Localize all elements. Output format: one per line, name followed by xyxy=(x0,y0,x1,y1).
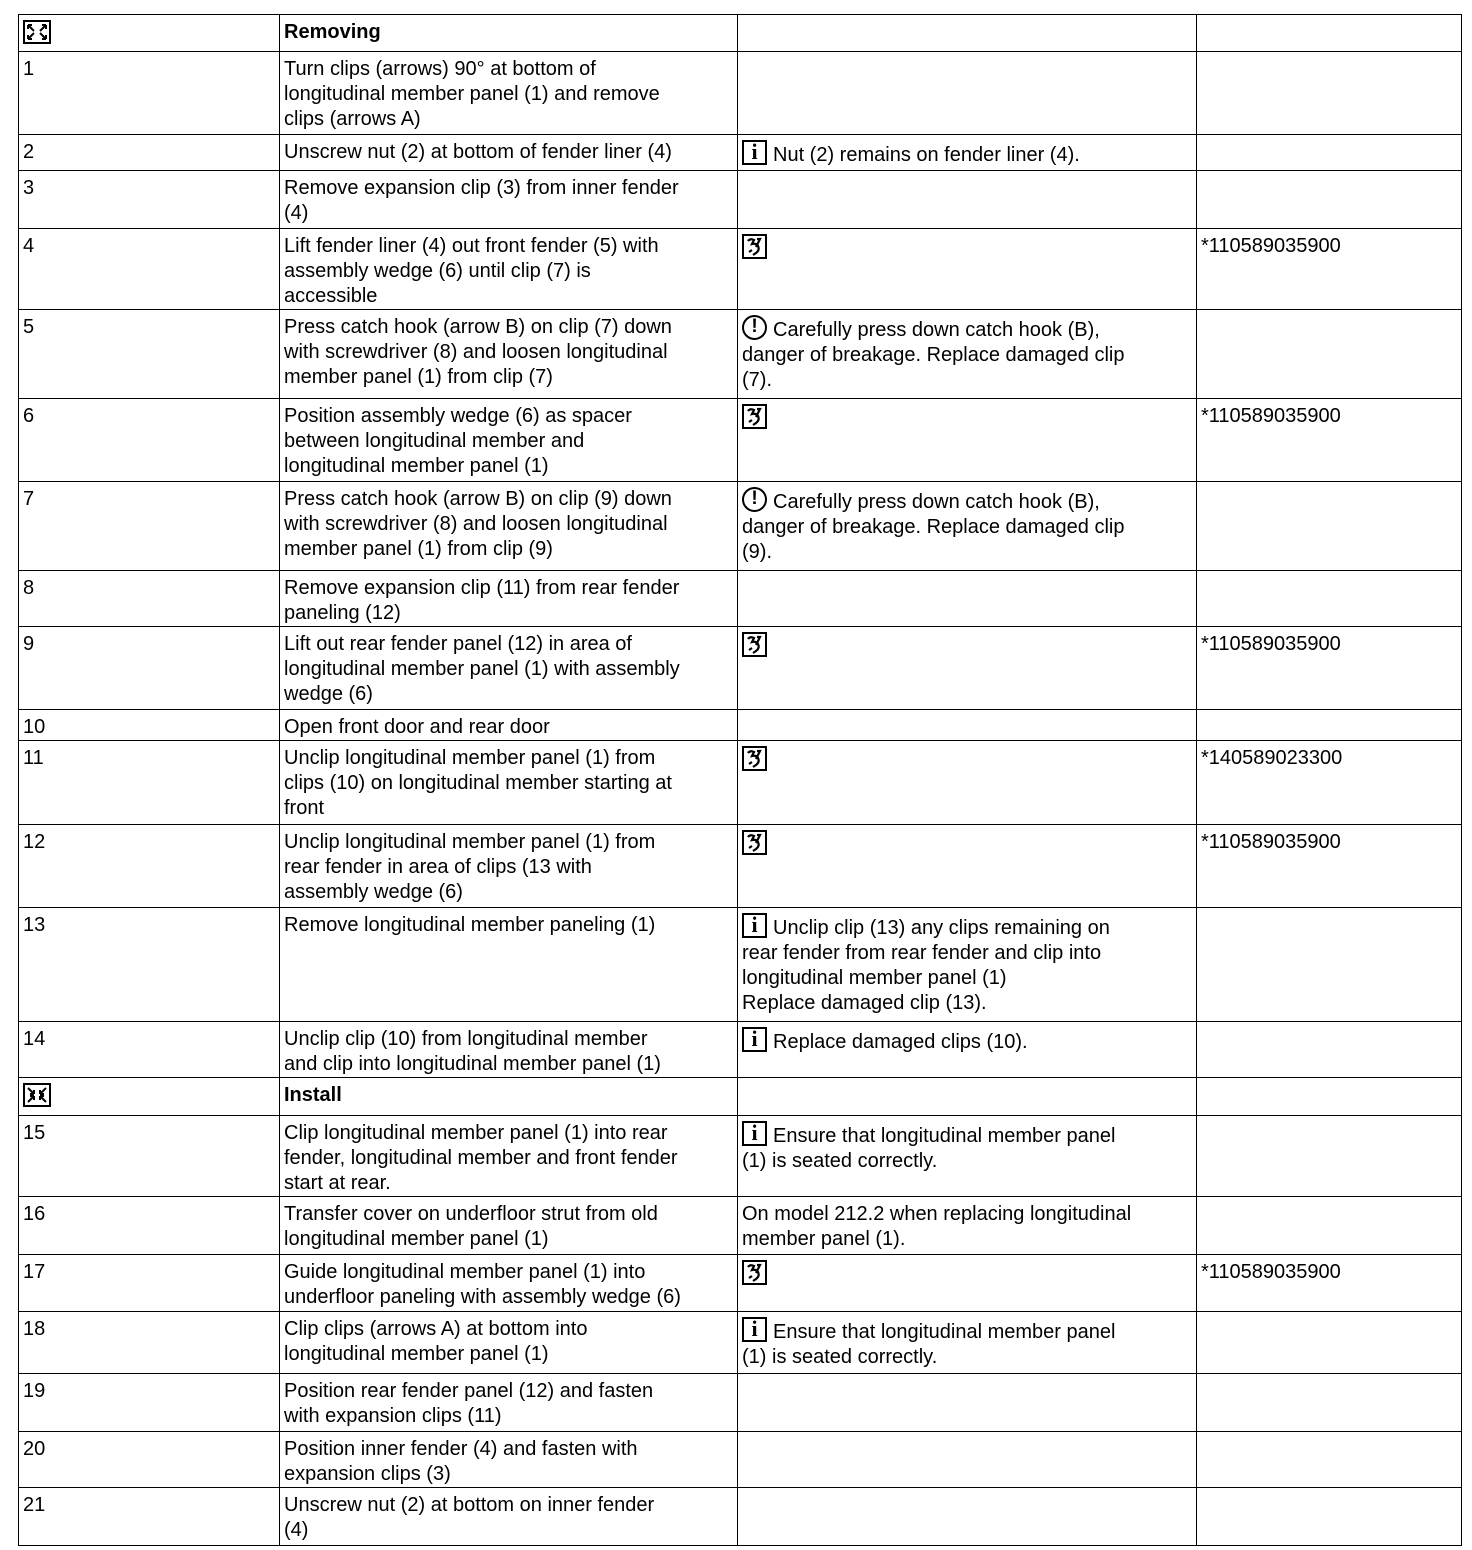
step-note-cell xyxy=(738,171,1197,229)
info-icon xyxy=(742,1317,767,1342)
step-note-cell xyxy=(738,741,1197,825)
step-note-cell xyxy=(738,571,1197,627)
step-number: 5 xyxy=(19,310,280,399)
step-instruction: Turn clips (arrows) 90° at bottom of longitudinal member panel (1) and remove clips (arrows A) xyxy=(280,52,738,135)
table-row xyxy=(19,1116,1462,1197)
step-instruction: Transfer cover on underfloor strut from old longitudinal member panel (1) xyxy=(280,1197,738,1255)
step-number: 21 xyxy=(19,1488,280,1546)
info-icon xyxy=(742,140,767,165)
step-note-cell xyxy=(738,135,1197,171)
step-note: Unclip clip (13) any clips remaining on rear fender from rear fender and clip into longitudinal member panel (1) Replace damaged clip (13). xyxy=(742,917,1110,1014)
table-row xyxy=(19,482,1462,571)
step-number: 1 xyxy=(19,52,280,135)
tool-part-number xyxy=(1197,52,1462,135)
step-instruction: Guide longitudinal member panel (1) into underfloor paneling with assembly wedge (6) xyxy=(280,1255,738,1312)
tool-part-number xyxy=(1197,571,1462,627)
table-row xyxy=(19,1488,1462,1546)
table-row xyxy=(19,135,1462,171)
section-title: Removing xyxy=(280,15,738,52)
step-instruction: Press catch hook (arrow B) on clip (7) down with screwdriver (8) and loosen longitudinal member panel (1) from clip (7) xyxy=(280,310,738,399)
table-row xyxy=(19,1255,1462,1312)
step-instruction: Position rear fender panel (12) and fasten with expansion clips (11) xyxy=(280,1374,738,1432)
step-note-cell xyxy=(738,825,1197,908)
tool-icon xyxy=(742,632,767,657)
table-row xyxy=(19,1312,1462,1374)
tool-part-number: *140589023300 xyxy=(1197,741,1462,825)
step-instruction: Unscrew nut (2) at bottom of fender liner (4) xyxy=(280,135,738,171)
tool-part-number xyxy=(1197,1488,1462,1546)
step-note-cell xyxy=(738,52,1197,135)
step-number: 15 xyxy=(19,1116,280,1197)
step-instruction: Position assembly wedge (6) as spacer between longitudinal member and longitudinal member panel (1) xyxy=(280,399,738,482)
tool-part-number: *110589035900 xyxy=(1197,399,1462,482)
section-icon-cell xyxy=(19,1078,280,1116)
empty-cell xyxy=(1197,15,1462,52)
tool-part-number xyxy=(1197,710,1462,741)
tool-part-number xyxy=(1197,482,1462,571)
step-instruction: Lift out rear fender panel (12) in area of longitudinal member panel (1) with assembly wedge (6) xyxy=(280,627,738,710)
step-number: 3 xyxy=(19,171,280,229)
step-note-cell xyxy=(738,710,1197,741)
step-instruction: Lift fender liner (4) out front fender (5) with assembly wedge (6) until clip (7) is accessible xyxy=(280,229,738,310)
info-icon xyxy=(742,913,767,938)
table-row xyxy=(19,1022,1462,1078)
warning-icon xyxy=(742,315,767,340)
step-number: 9 xyxy=(19,627,280,710)
table-row xyxy=(19,1197,1462,1255)
table-row xyxy=(19,571,1462,627)
table-row xyxy=(19,825,1462,908)
step-note-cell xyxy=(738,1116,1197,1197)
tool-part-number xyxy=(1197,135,1462,171)
step-instruction: Remove expansion clip (11) from rear fender paneling (12) xyxy=(280,571,738,627)
tool-part-number: *110589035900 xyxy=(1197,229,1462,310)
tool-part-number xyxy=(1197,1197,1462,1255)
step-instruction: Unscrew nut (2) at bottom on inner fender (4) xyxy=(280,1488,738,1546)
install-icon xyxy=(23,1083,51,1107)
table-row xyxy=(19,52,1462,135)
tool-part-number xyxy=(1197,310,1462,399)
tool-part-number xyxy=(1197,1022,1462,1078)
step-note-cell xyxy=(738,1312,1197,1374)
empty-cell xyxy=(1197,1078,1462,1116)
tool-icon xyxy=(742,1260,767,1285)
table-row xyxy=(19,741,1462,825)
step-number: 16 xyxy=(19,1197,280,1255)
step-instruction: Remove longitudinal member paneling (1) xyxy=(280,908,738,1022)
step-number: 10 xyxy=(19,710,280,741)
step-note-cell xyxy=(738,1255,1197,1312)
table-row xyxy=(19,1374,1462,1432)
table-row xyxy=(19,229,1462,310)
step-note-cell xyxy=(738,1488,1197,1546)
tool-part-number: *110589035900 xyxy=(1197,1255,1462,1312)
step-note-cell xyxy=(738,482,1197,571)
section-header-install xyxy=(19,1078,1462,1116)
step-number: 13 xyxy=(19,908,280,1022)
step-instruction: Remove expansion clip (3) from inner fender (4) xyxy=(280,171,738,229)
tool-part-number xyxy=(1197,1116,1462,1197)
step-note-cell xyxy=(738,908,1197,1022)
step-note-cell xyxy=(738,1022,1197,1078)
step-instruction: Press catch hook (arrow B) on clip (9) down with screwdriver (8) and loosen longitudinal member panel (1) from clip (9) xyxy=(280,482,738,571)
info-icon xyxy=(742,1121,767,1146)
empty-cell xyxy=(738,15,1197,52)
step-instruction: Clip longitudinal member panel (1) into rear fender, longitudinal member and front fender start at rear. xyxy=(280,1116,738,1197)
step-note: Ensure that longitudinal member panel (1) is seated correctly. xyxy=(742,1125,1116,1172)
section-title: Install xyxy=(280,1078,738,1116)
table-row xyxy=(19,908,1462,1022)
tool-part-number xyxy=(1197,1374,1462,1432)
step-note-cell xyxy=(738,399,1197,482)
step-note: Nut (2) remains on fender liner (4). xyxy=(773,144,1080,166)
step-note-cell xyxy=(738,229,1197,310)
table-row xyxy=(19,399,1462,482)
tool-icon xyxy=(742,404,767,429)
step-number: 11 xyxy=(19,741,280,825)
table-row xyxy=(19,171,1462,229)
section-header-removing xyxy=(19,15,1462,52)
step-number: 20 xyxy=(19,1432,280,1488)
step-number: 7 xyxy=(19,482,280,571)
step-instruction: Unclip clip (10) from longitudinal member and clip into longitudinal member panel (1) xyxy=(280,1022,738,1078)
info-icon xyxy=(742,1027,767,1052)
step-number: 18 xyxy=(19,1312,280,1374)
tool-part-number xyxy=(1197,1312,1462,1374)
step-number: 17 xyxy=(19,1255,280,1312)
step-note-cell xyxy=(738,1432,1197,1488)
step-number: 14 xyxy=(19,1022,280,1078)
section-icon-cell xyxy=(19,15,280,52)
tool-icon xyxy=(742,746,767,771)
step-note-cell xyxy=(738,1374,1197,1432)
step-number: 6 xyxy=(19,399,280,482)
tool-part-number xyxy=(1197,171,1462,229)
procedure-table-body xyxy=(19,15,1462,1546)
step-instruction: Open front door and rear door xyxy=(280,710,738,741)
step-note-cell xyxy=(738,310,1197,399)
tool-part-number xyxy=(1197,908,1462,1022)
table-row xyxy=(19,627,1462,710)
step-note: Carefully press down catch hook (B), danger of breakage. Replace damaged clip (9). xyxy=(742,491,1125,563)
step-instruction: Unclip longitudinal member panel (1) from clips (10) on longitudinal member starting at front xyxy=(280,741,738,825)
step-number: 2 xyxy=(19,135,280,171)
warning-icon xyxy=(742,487,767,512)
tool-icon xyxy=(742,234,767,259)
tool-part-number: *110589035900 xyxy=(1197,825,1462,908)
step-note: On model 212.2 when replacing longitudinal member panel (1). xyxy=(742,1203,1132,1250)
step-note-cell xyxy=(738,1197,1197,1255)
step-note-cell xyxy=(738,627,1197,710)
step-note: Replace damaged clips (10). xyxy=(773,1031,1028,1053)
step-instruction: Position inner fender (4) and fasten with expansion clips (3) xyxy=(280,1432,738,1488)
step-number: 8 xyxy=(19,571,280,627)
step-note: Ensure that longitudinal member panel (1) is seated correctly. xyxy=(742,1321,1116,1368)
step-note: Carefully press down catch hook (B), danger of breakage. Replace damaged clip (7). xyxy=(742,319,1125,391)
table-row xyxy=(19,1432,1462,1488)
tool-icon xyxy=(742,830,767,855)
step-number: 12 xyxy=(19,825,280,908)
table-row xyxy=(19,710,1462,741)
step-instruction: Unclip longitudinal member panel (1) from rear fender in area of clips (13 with assembly wedge (6) xyxy=(280,825,738,908)
step-number: 19 xyxy=(19,1374,280,1432)
table-row xyxy=(19,310,1462,399)
tool-part-number xyxy=(1197,1432,1462,1488)
tool-part-number: *110589035900 xyxy=(1197,627,1462,710)
procedure-table xyxy=(18,14,1462,1546)
step-instruction: Clip clips (arrows A) at bottom into longitudinal member panel (1) xyxy=(280,1312,738,1374)
step-number: 4 xyxy=(19,229,280,310)
remove-icon xyxy=(23,20,51,44)
empty-cell xyxy=(738,1078,1197,1116)
